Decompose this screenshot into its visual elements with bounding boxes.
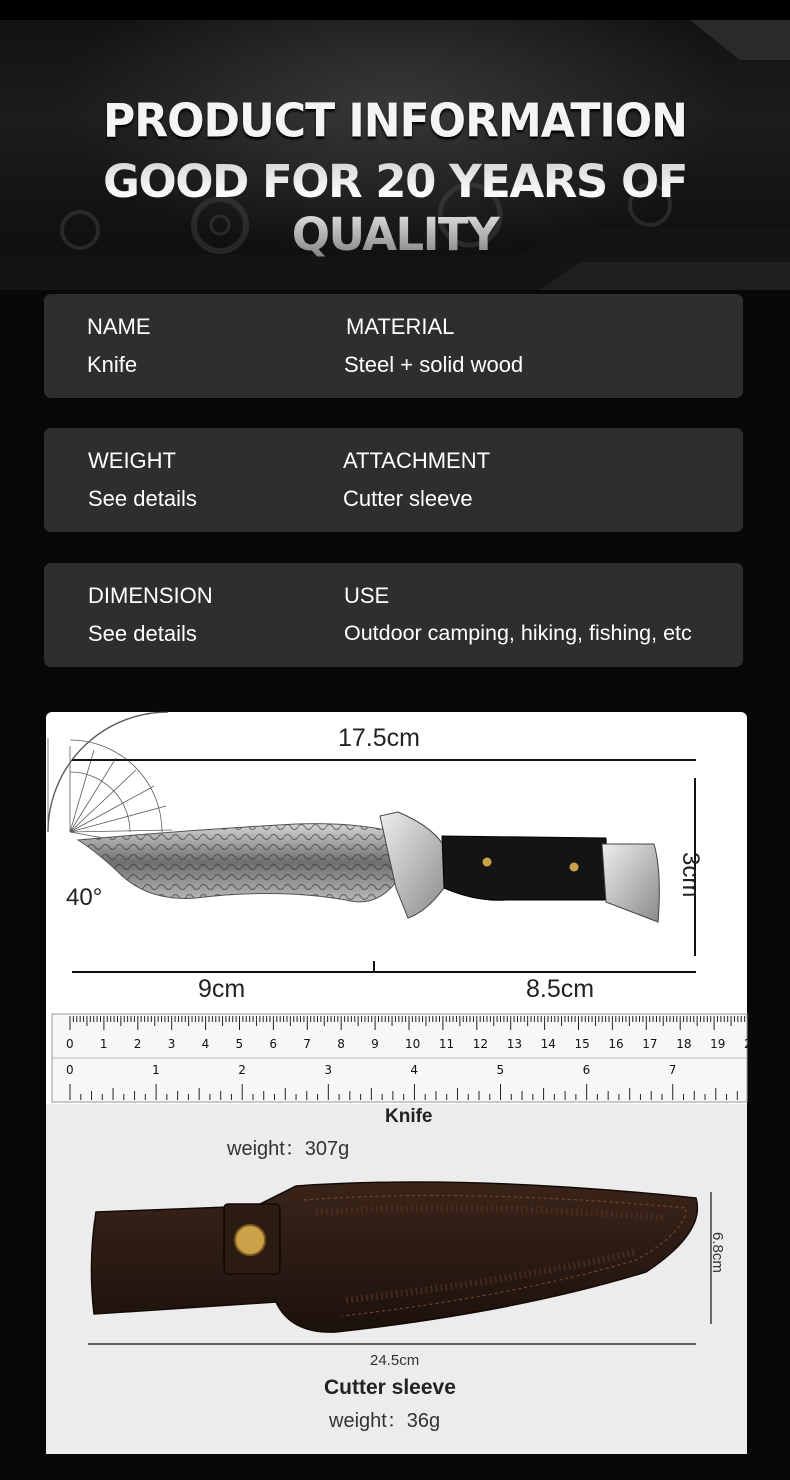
spec-label-material: MATERIAL: [346, 314, 455, 339]
spec-card-weight-attachment: [44, 428, 743, 532]
spec-value-name: Knife: [87, 352, 138, 377]
spec-value-use: Outdoor camping, hiking, fishing, etc: [344, 621, 692, 645]
ruler-cm-number: 12: [472, 1037, 489, 1051]
spec-value-attachment: Cutter sleeve: [343, 486, 473, 511]
ruler-cm-number: 14: [540, 1037, 556, 1051]
ruler-cm-number: 0: [66, 1037, 74, 1051]
ruler-cm-number: 5: [235, 1037, 244, 1051]
ruler-cm-number: 2: [744, 1037, 752, 1051]
ruler-cm-number: 1: [99, 1037, 108, 1051]
knife-blade-length-label: 9cm: [198, 975, 246, 1003]
product-dimension-panel: [46, 712, 752, 1454]
ruler-inch-number: 7: [668, 1063, 677, 1077]
spec-card-dimension-use: [44, 563, 743, 667]
sleeve-length-label: 24.5cm: [370, 1352, 420, 1369]
ruler-cm-number: 15: [574, 1037, 590, 1051]
ruler-cm-number: 19: [710, 1037, 726, 1051]
spec-label-weight: WEIGHT: [88, 448, 176, 473]
cutter-sleeve-illustration: [91, 1182, 697, 1332]
sleeve-weight-label: weight：36g: [329, 1410, 441, 1432]
ruler-cm-number: 11: [438, 1037, 455, 1051]
spec-value-material: Steel + solid wood: [344, 352, 524, 377]
spec-label-dimension: DIMENSION: [88, 583, 213, 608]
snap-button-icon: [235, 1225, 265, 1255]
ruler-cm-number: 4: [201, 1037, 210, 1051]
page-title: PRODUCT INFORMATION: [103, 94, 687, 149]
ruler-cm-number: 16: [608, 1037, 624, 1051]
spec-card-name-material: [44, 294, 743, 398]
ruler-cm-number: 3: [167, 1037, 176, 1051]
ruler-inch-number: 1: [152, 1063, 160, 1077]
ruler-inch-number: 2: [238, 1063, 246, 1077]
spec-label-use: USE: [344, 583, 390, 608]
ruler-cm-number: 10: [405, 1037, 421, 1051]
spec-value-weight: See details: [88, 486, 197, 511]
ruler-cm-number: 2: [133, 1037, 142, 1051]
ruler-inch-number: 6: [582, 1063, 591, 1077]
knife-total-length-label: 17.5cm: [338, 724, 420, 752]
ruler-inch-number: 0: [66, 1063, 74, 1077]
sleeve-width-label: 6.8cm: [709, 1232, 726, 1273]
ruler-cm-number: 9: [371, 1037, 379, 1051]
ruler-inch-number: 5: [496, 1063, 505, 1077]
knife-illustration: [46, 712, 752, 1454]
spec-label-attachment: ATTACHMENT: [343, 448, 491, 473]
ruler-cm-number: 17: [642, 1037, 658, 1051]
ruler-cm-number: 18: [676, 1037, 692, 1051]
knife-handle-length-label: 8.5cm: [526, 975, 595, 1003]
protractor-icon: [48, 712, 172, 850]
page-subtitle: GOOD FOR 20 YEARS OF QUALITY: [0, 155, 790, 261]
knife-weight-label: weight：307g: [227, 1138, 350, 1160]
ruler-cm-number: 13: [506, 1037, 522, 1051]
knife-width-label: 3cm: [677, 852, 704, 898]
ruler-cm-number: 6: [269, 1037, 278, 1051]
ruler-inch-number: 4: [410, 1063, 419, 1077]
spec-label-name: NAME: [87, 314, 151, 339]
ruler-inch-number: 3: [324, 1063, 332, 1077]
spec-value-dimension: See details: [88, 621, 197, 646]
knife-name-label: Knife: [385, 1106, 433, 1127]
hero-banner: [0, 0, 790, 290]
ruler-cm-number: 8: [337, 1037, 345, 1051]
sleeve-name-label: Cutter sleeve: [324, 1376, 456, 1399]
ruler-cm-number: 7: [303, 1037, 311, 1051]
knife-angle-label: 40°: [66, 884, 103, 911]
